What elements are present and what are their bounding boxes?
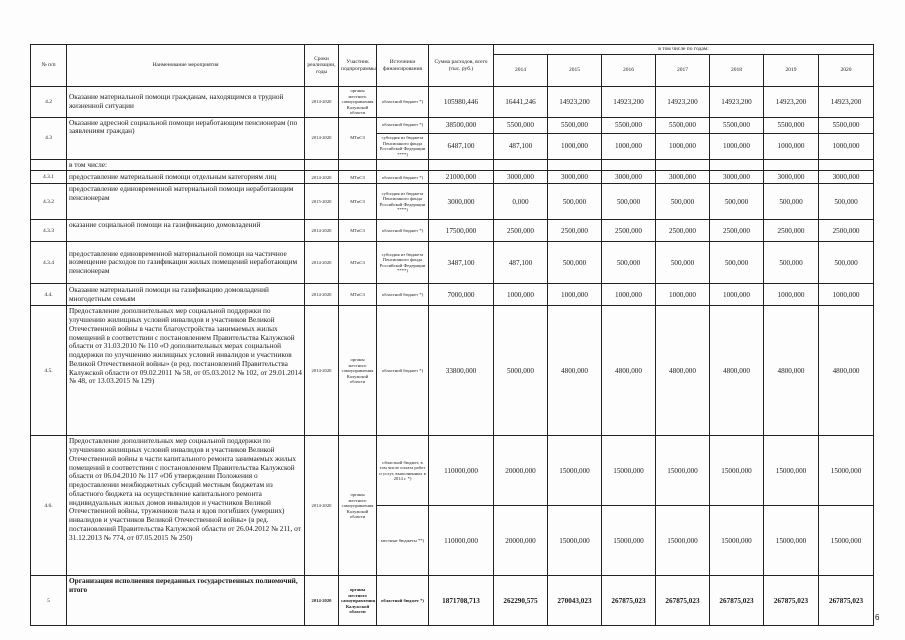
row-year-value: 500,000	[764, 242, 819, 284]
row-total: 17500,000	[429, 220, 494, 242]
row-year-value: 267875,023	[764, 576, 819, 626]
row-year-value: 5500,000	[710, 117, 764, 133]
row-year-value: 20000,000	[494, 436, 548, 506]
row-index: 5	[31, 576, 67, 626]
row-index: 4.3.3	[31, 220, 67, 242]
row-year-value: 267875,023	[602, 576, 656, 626]
row-total: 33800,000	[429, 306, 494, 436]
header-year: 2018	[710, 55, 764, 87]
row-source: областной бюджет *)	[377, 284, 429, 306]
header-name: Наименование мероприятия	[67, 45, 305, 87]
row-participant: МТиСЗ	[339, 171, 377, 184]
row-source: субсидия из бюджета Пенсионного фонда Российской Федерации ****)	[377, 242, 429, 284]
page-number: 6	[875, 613, 880, 622]
row-year-value: 14923,200	[602, 87, 656, 118]
row-total: 105980,446	[429, 87, 494, 118]
row-participant: МТиСЗ	[339, 284, 377, 306]
row-name: в том числе:	[67, 159, 305, 171]
table-row	[31, 184, 874, 220]
row-year-value: 500,000	[710, 184, 764, 220]
row-source: областной бюджет *)	[377, 306, 429, 436]
table-row	[31, 159, 874, 171]
table-row	[31, 306, 874, 436]
row-source: субсидия из бюджета Пенсионного фонда Российской Федерации ****)	[377, 184, 429, 220]
row-index: 4.3.4	[31, 242, 67, 284]
row-index: 4.3	[31, 117, 67, 159]
row-source: областной бюджет *)	[377, 171, 429, 184]
row-year-value: 5500,000	[602, 117, 656, 133]
row-year-value: 14923,200	[656, 87, 710, 118]
row-year-value: 1000,000	[494, 284, 548, 306]
header-year: 2015	[548, 55, 602, 87]
row-year-value: 5000,000	[494, 306, 548, 436]
table-row	[31, 576, 874, 626]
row-total: 110000,000	[429, 436, 494, 506]
row-year-value: 3000,000	[764, 171, 819, 184]
row-source: областной бюджет, в том числе оплата работ и услуг, выполненных в 2014 г. *)	[377, 436, 429, 506]
row-year-value: 4800,000	[602, 306, 656, 436]
row-term: 2014-2020	[305, 242, 339, 284]
row-year-value: 4800,000	[710, 306, 764, 436]
row-total: 3000,000	[429, 184, 494, 220]
header-total: Сумма расходов, всего (тыс. руб.)	[429, 45, 494, 87]
row-year-value: 2500,000	[819, 220, 874, 242]
row-year-value: 5500,000	[656, 117, 710, 133]
row-total: 21000,000	[429, 171, 494, 184]
row-total: 1871708,713	[429, 576, 494, 626]
header-year: 2014	[494, 55, 548, 87]
row-year-value: 1000,000	[602, 284, 656, 306]
row-year-value: 2500,000	[656, 220, 710, 242]
row-year-value: 500,000	[656, 242, 710, 284]
row-name: Предоставление дополнительных мер социальной поддержки по улучшению жилищных условий инвалидов и участников Великой Отечественной войны в части благоустройства занимаемых жилых помещений в соответствии с постановлением Правительства Калужской области от 31.03.2010 № 110 «О дополнительных мерах социальной поддержки по улучшению жилищных условий инвалидов и участников Великой Отечественной войны» (в ред. постановлений Правительства Калужской области от 09.02.2011 № 58, от 05.03.2012 № 102, от 29.01.2014 № 48, от 13.03.2015 № 129)	[67, 306, 305, 436]
header-year: 2020	[819, 55, 874, 87]
row-year-value: 1000,000	[819, 133, 874, 159]
row-name: предоставление единовременной материальной помощи неработающим пенсионерам	[67, 184, 305, 220]
row-index: 4.4.	[31, 284, 67, 306]
row-year-value: 262290,575	[494, 576, 548, 626]
row-year-value: 1000,000	[710, 133, 764, 159]
row-year-value: 3000,000	[494, 171, 548, 184]
row-year-value: 1000,000	[548, 133, 602, 159]
row-participant: МТиСЗ	[339, 184, 377, 220]
row-index: 4.2	[31, 87, 67, 118]
row-year-value: 500,000	[819, 242, 874, 284]
row-total: 3487,100	[429, 242, 494, 284]
row-term: 2014-2020	[305, 117, 339, 159]
row-total: 38500,000	[429, 117, 494, 133]
row-year-value: 15000,000	[710, 506, 764, 576]
row-year-value: 500,000	[602, 242, 656, 284]
row-year-value: 15000,000	[710, 436, 764, 506]
row-year-value: 15000,000	[548, 506, 602, 576]
row-term: 2015-2020	[305, 184, 339, 220]
row-index: 4.3.1	[31, 171, 67, 184]
row-year-value: 500,000	[710, 242, 764, 284]
row-year-value: 267875,023	[656, 576, 710, 626]
row-year-value: 15000,000	[819, 436, 874, 506]
row-index: 4.6.	[31, 436, 67, 576]
row-year-value: 500,000	[819, 184, 874, 220]
row-year-value: 267875,023	[710, 576, 764, 626]
row-year-value: 14923,200	[710, 87, 764, 118]
row-source: областной бюджет *)	[377, 576, 429, 626]
row-year-value: 487,100	[494, 242, 548, 284]
row-year-value: 5500,000	[764, 117, 819, 133]
row-year-value: 500,000	[764, 184, 819, 220]
row-term: 2014-2020	[305, 284, 339, 306]
row-source: областной бюджет *)	[377, 87, 429, 118]
header-participant: Участник подпрограммы	[339, 45, 377, 87]
row-name: Предоставление дополнительных мер социальной поддержки по улучшению жилищных условий инвалидов и участников Великой Отечественной войны в части капитального ремонта занимаемых жилых помещений в соответствии с постановлением Правительства Калужской области от 06.04.2010 № 117 «Об утверждении Положения о предоставлении межбюджетных субсидий местным бюджетам из областного бюджета на осуществление капитального ремонта индивидуальных жилых домов инвалидов и участников Великой Отечественной войны, тружеников тыла и вдов погибших (умерших) инвалидов и участников Великой Отечественной войны» (в ред. постановлений Правительства Калужской области от 26.04.2012 № 211, от 31.12.2013 № 774, от 07.05.2015 № 250)	[67, 436, 305, 576]
row-term: 2014-2020	[305, 436, 339, 576]
row-year-value: 500,000	[602, 184, 656, 220]
row-year-value: 14923,200	[764, 87, 819, 118]
row-year-value: 4800,000	[819, 306, 874, 436]
row-year-value: 1000,000	[656, 133, 710, 159]
row-year-value: 2500,000	[764, 220, 819, 242]
row-year-value: 1000,000	[710, 284, 764, 306]
row-year-value: 500,000	[548, 242, 602, 284]
row-source: областной бюджет *)	[377, 220, 429, 242]
row-year-value: 4800,000	[764, 306, 819, 436]
row-year-value: 2500,000	[548, 220, 602, 242]
row-year-value: 1000,000	[656, 284, 710, 306]
row-name: предоставление единовременной материальной помощи на частичное возмещение расходов по газификации жилых помещений неработающим пенсионерам	[67, 242, 305, 284]
row-participant: МТиСЗ	[339, 220, 377, 242]
row-year-value: 15000,000	[656, 436, 710, 506]
row-term: 2014-2020	[305, 171, 339, 184]
row-source: областной бюджет *)	[377, 117, 429, 133]
row-year-value: 3000,000	[548, 171, 602, 184]
row-year-value: 500,000	[656, 184, 710, 220]
row-name: Оказание материальной помощи на газификацию домовладений многодетным семьям	[67, 284, 305, 306]
row-year-value: 2500,000	[710, 220, 764, 242]
row-source: субсидия из бюджета Пенсионного фонда Российской Федерации ****)	[377, 133, 429, 159]
header-year: 2019	[764, 55, 819, 87]
row-participant: органы местного самоуправления Калужской области	[339, 87, 377, 118]
row-year-value: 270043,023	[548, 576, 602, 626]
header-term: Сроки реализации, годы	[305, 45, 339, 87]
row-participant: органы местного самоуправления Калужской области	[339, 576, 377, 626]
row-year-value: 5500,000	[548, 117, 602, 133]
row-year-value: 15000,000	[602, 436, 656, 506]
row-year-value: 15000,000	[656, 506, 710, 576]
row-index: 4.5.	[31, 306, 67, 436]
table-row	[31, 242, 874, 284]
row-year-value: 2500,000	[602, 220, 656, 242]
program-budget-table	[30, 44, 874, 626]
row-name: Оказание адресной социальной помощи неработающим пенсионерам (по заявлениям граждан)	[67, 117, 305, 159]
row-year-value: 2500,000	[494, 220, 548, 242]
row-year-value: 1000,000	[764, 133, 819, 159]
row-term: 2014-2020	[305, 87, 339, 118]
row-year-value: 3000,000	[656, 171, 710, 184]
row-name: Оказание материальной помощи гражданам, находящимся в трудной жизненной ситуации	[67, 87, 305, 118]
row-year-value: 267875,023	[819, 576, 874, 626]
table-row	[31, 436, 874, 506]
row-participant: органы местного самоуправления Калужской области	[339, 436, 377, 576]
row-year-value: 16441,246	[494, 87, 548, 118]
row-year-value: 14923,200	[548, 87, 602, 118]
row-total: 6487,100	[429, 133, 494, 159]
row-year-value: 3000,000	[819, 171, 874, 184]
row-year-value: 20000,000	[494, 506, 548, 576]
row-year-value: 3000,000	[710, 171, 764, 184]
row-term: 2014-2020	[305, 220, 339, 242]
header-source: Источники финансирования	[377, 45, 429, 87]
row-participant: МТиСЗ	[339, 242, 377, 284]
row-year-value: 1000,000	[602, 133, 656, 159]
row-year-value: 4800,000	[548, 306, 602, 436]
row-total: 110000,000	[429, 506, 494, 576]
header-num: № п/п	[31, 45, 67, 87]
row-name: предоставление материальной помощи отдельным категориям лиц	[67, 171, 305, 184]
row-total: 7000,000	[429, 284, 494, 306]
row-year-value: 1000,000	[764, 284, 819, 306]
header-year: 2016	[602, 55, 656, 87]
table-row	[31, 117, 874, 133]
row-index: 4.3.2	[31, 184, 67, 220]
row-participant: органы местного самоуправления Калужской области	[339, 306, 377, 436]
row-year-value: 1000,000	[819, 284, 874, 306]
row-year-value: 14923,200	[819, 87, 874, 118]
row-year-value: 0,000	[494, 184, 548, 220]
row-name: оказание социальной помощи на газификацию домовладений	[67, 220, 305, 242]
row-term: 2014-2020	[305, 576, 339, 626]
row-year-value: 3000,000	[602, 171, 656, 184]
header-years-group: в том числе по годам:	[494, 45, 874, 55]
table-row	[31, 87, 874, 118]
row-year-value: 15000,000	[548, 436, 602, 506]
row-year-value: 15000,000	[764, 506, 819, 576]
row-name: Организация исполнения переданных государственных полномочий, итого	[67, 576, 305, 626]
row-source: местные бюджеты **)	[377, 506, 429, 576]
row-year-value: 15000,000	[602, 506, 656, 576]
row-year-value: 4800,000	[656, 306, 710, 436]
row-year-value: 500,000	[548, 184, 602, 220]
header-row-1	[31, 45, 874, 55]
row-index	[31, 159, 67, 171]
header-year: 2017	[656, 55, 710, 87]
row-year-value: 5500,000	[494, 117, 548, 133]
table-row	[31, 171, 874, 184]
row-participant: МТиСЗ	[339, 117, 377, 159]
table-row	[31, 284, 874, 306]
row-year-value: 15000,000	[819, 506, 874, 576]
row-year-value: 1000,000	[548, 284, 602, 306]
row-year-value: 487,100	[494, 133, 548, 159]
row-year-value: 15000,000	[764, 436, 819, 506]
row-term: 2014-2020	[305, 306, 339, 436]
row-year-value: 5500,000	[819, 117, 874, 133]
table-row	[31, 220, 874, 242]
